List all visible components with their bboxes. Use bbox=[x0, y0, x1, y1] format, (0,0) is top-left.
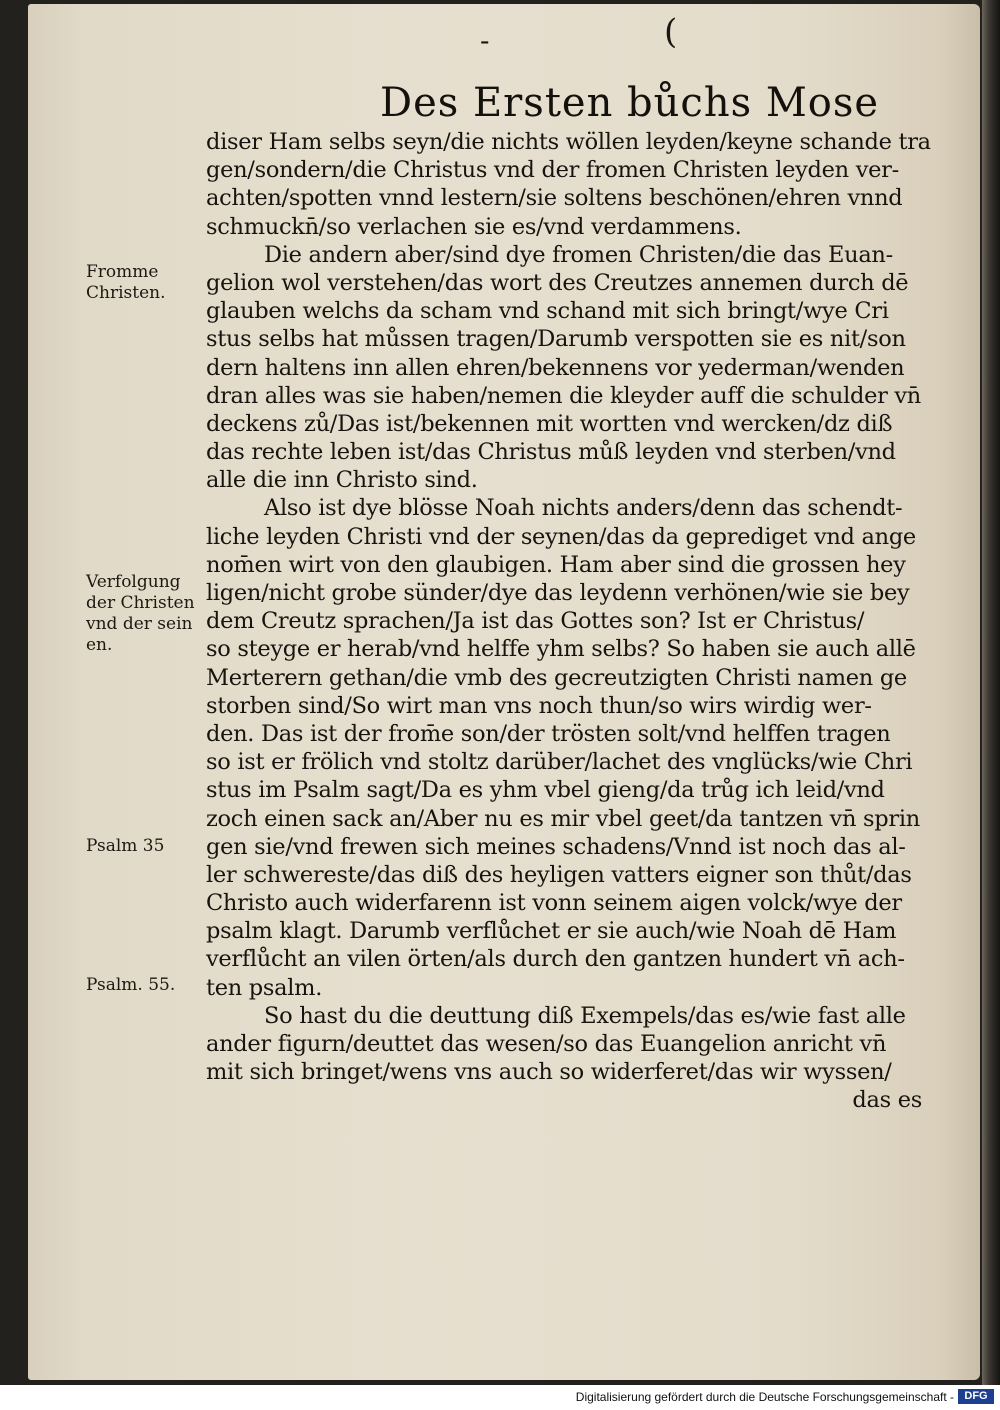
text-line: dran alles was sie haben/nemen die kleyder auff die schulder vn̄ bbox=[206, 382, 921, 409]
text-line: storben sind/So wirt man vns noch thun/so wirs wirdig wer- bbox=[206, 692, 872, 719]
text-line: dem Creutz sprachen/Ja ist das Gottes son? Ist er Christus/ bbox=[206, 608, 865, 635]
margin-note-line: Psalm. 55. bbox=[86, 975, 176, 995]
text-line: zoch einen sack an/Aber nu es mir vbel geet/da tantzen vn̄ sprin bbox=[206, 805, 920, 832]
text-line: so steyge er herab/vnd helffe yhm selbs? So haben sie auch allē bbox=[206, 636, 916, 663]
margin-note-verfolgung bbox=[86, 572, 206, 656]
text-line: stus im Psalm sagt/Da es yhm vbel gieng/da trůg ich leid/vnd bbox=[206, 777, 885, 804]
header-mark-left: - bbox=[480, 24, 490, 57]
text-line: psalm klagt. Darumb verflůchet er sie auch/wie Noah dē Ham bbox=[206, 918, 897, 945]
text-line: ten psalm. bbox=[206, 974, 323, 1001]
margin-note-line: Fromme bbox=[86, 262, 159, 282]
running-head: Des Ersten bůchs Mose bbox=[380, 80, 880, 126]
text-line: Merterern gethan/die vmb des gecreutzigten Christi namen ge bbox=[206, 664, 907, 691]
text-line: das rechte leben ist/das Christus můß leyden vnd sterben/vnd bbox=[206, 439, 896, 466]
text-line: deckens zů/Das ist/bekennen mit wortten vnd wercken/dz diß bbox=[206, 410, 893, 437]
text-line: stus selbs hat můssen tragen/Darumb verspotten sie es nit/son bbox=[206, 326, 906, 353]
footer-bar bbox=[0, 1385, 1000, 1410]
text-line: den. Das ist der from̄e son/der trösten solt/vnd helffen tragen bbox=[206, 720, 891, 747]
page-edge-shadow bbox=[982, 0, 1000, 1385]
text-line: ler schwereste/das diß des heyligen vatters eigner son thůt/das bbox=[206, 861, 912, 888]
text-line: Christo auch widerfarenn ist vonn seinem aigen volck/wye der bbox=[206, 890, 902, 917]
funding-notice: Digitalisierung gefördert durch die Deutsche Forschungsgemeinschaft - bbox=[575, 1390, 954, 1404]
text-line: So hast du die deuttung diß Exempels/das es/wie fast alle bbox=[264, 1002, 906, 1029]
text-line: nom̄en wirt von den glaubigen. Ham aber sind die grossen hey bbox=[206, 551, 906, 578]
text-line: glauben welchs da scham vnd schand mit sich bringt/wye Cri bbox=[206, 298, 889, 325]
text-line: verflůcht an vilen örten/als durch den gantzen hundert vn̄ ach- bbox=[206, 946, 905, 973]
text-line: schmuckn̄/so verlachen sie es/vnd verdammens. bbox=[206, 213, 742, 240]
margin-note-fromme-christen bbox=[86, 262, 206, 304]
header-mark-right: ( bbox=[664, 12, 678, 52]
text-line: dern haltens inn allen ehren/bekennens vor yederman/wenden bbox=[206, 354, 905, 381]
margin-note-psalm-55 bbox=[86, 975, 206, 996]
text-line: ander figurn/deuttet das wesen/so das Euangelion anricht vn̄ bbox=[206, 1031, 887, 1057]
text-line: gelion wol verstehen/das wort des Creutzes annemen durch dē bbox=[206, 269, 909, 296]
text-line: liche leyden Christi vnd der seynen/das da geprediget vnd ange bbox=[206, 523, 916, 550]
margin-note-line: der Christen bbox=[86, 593, 195, 613]
text-line: achten/spotten vnnd lestern/sie soltens beschönen/ehren vnnd bbox=[206, 185, 903, 212]
dfg-logo: DFG bbox=[958, 1389, 994, 1404]
text-line: so ist er frölich vnd stoltz darüber/lachet des vnglücks/wie Chri bbox=[206, 749, 913, 776]
margin-note-line: vnd der sein bbox=[86, 614, 193, 634]
margin-note-psalm-35 bbox=[86, 836, 206, 857]
margin-note-line: Christen. bbox=[86, 283, 166, 303]
text-line: alle die inn Christo sind. bbox=[206, 467, 478, 494]
text-line: diser Ham selbs seyn/die nichts wöllen leyden/keyne schande tra bbox=[206, 129, 931, 155]
text-line: gen sie/vnd frewen sich meines schadens/Vnnd ist noch das al- bbox=[206, 833, 906, 860]
catchword: das es bbox=[852, 1087, 922, 1114]
body-text-block bbox=[206, 128, 936, 1115]
text-line: Also ist dye blösse Noah nichts anders/denn das schendt- bbox=[264, 495, 903, 522]
margin-note-line: Verfolgung bbox=[86, 572, 181, 592]
text-line: mit sich bringet/wens vns auch so widerferet/das wir wyssen/ bbox=[206, 1059, 892, 1086]
text-line: gen/sondern/die Christus vnd der fromen Christen leyden ver- bbox=[206, 157, 899, 184]
margin-note-line: Psalm 35 bbox=[86, 836, 165, 856]
margin-note-line: en. bbox=[86, 635, 113, 655]
text-line: Die andern aber/sind dye fromen Christen/die das Euan- bbox=[264, 241, 893, 268]
text-line: ligen/nicht grobe sünder/dye das leydenn verhönen/wie sie bey bbox=[206, 580, 910, 606]
